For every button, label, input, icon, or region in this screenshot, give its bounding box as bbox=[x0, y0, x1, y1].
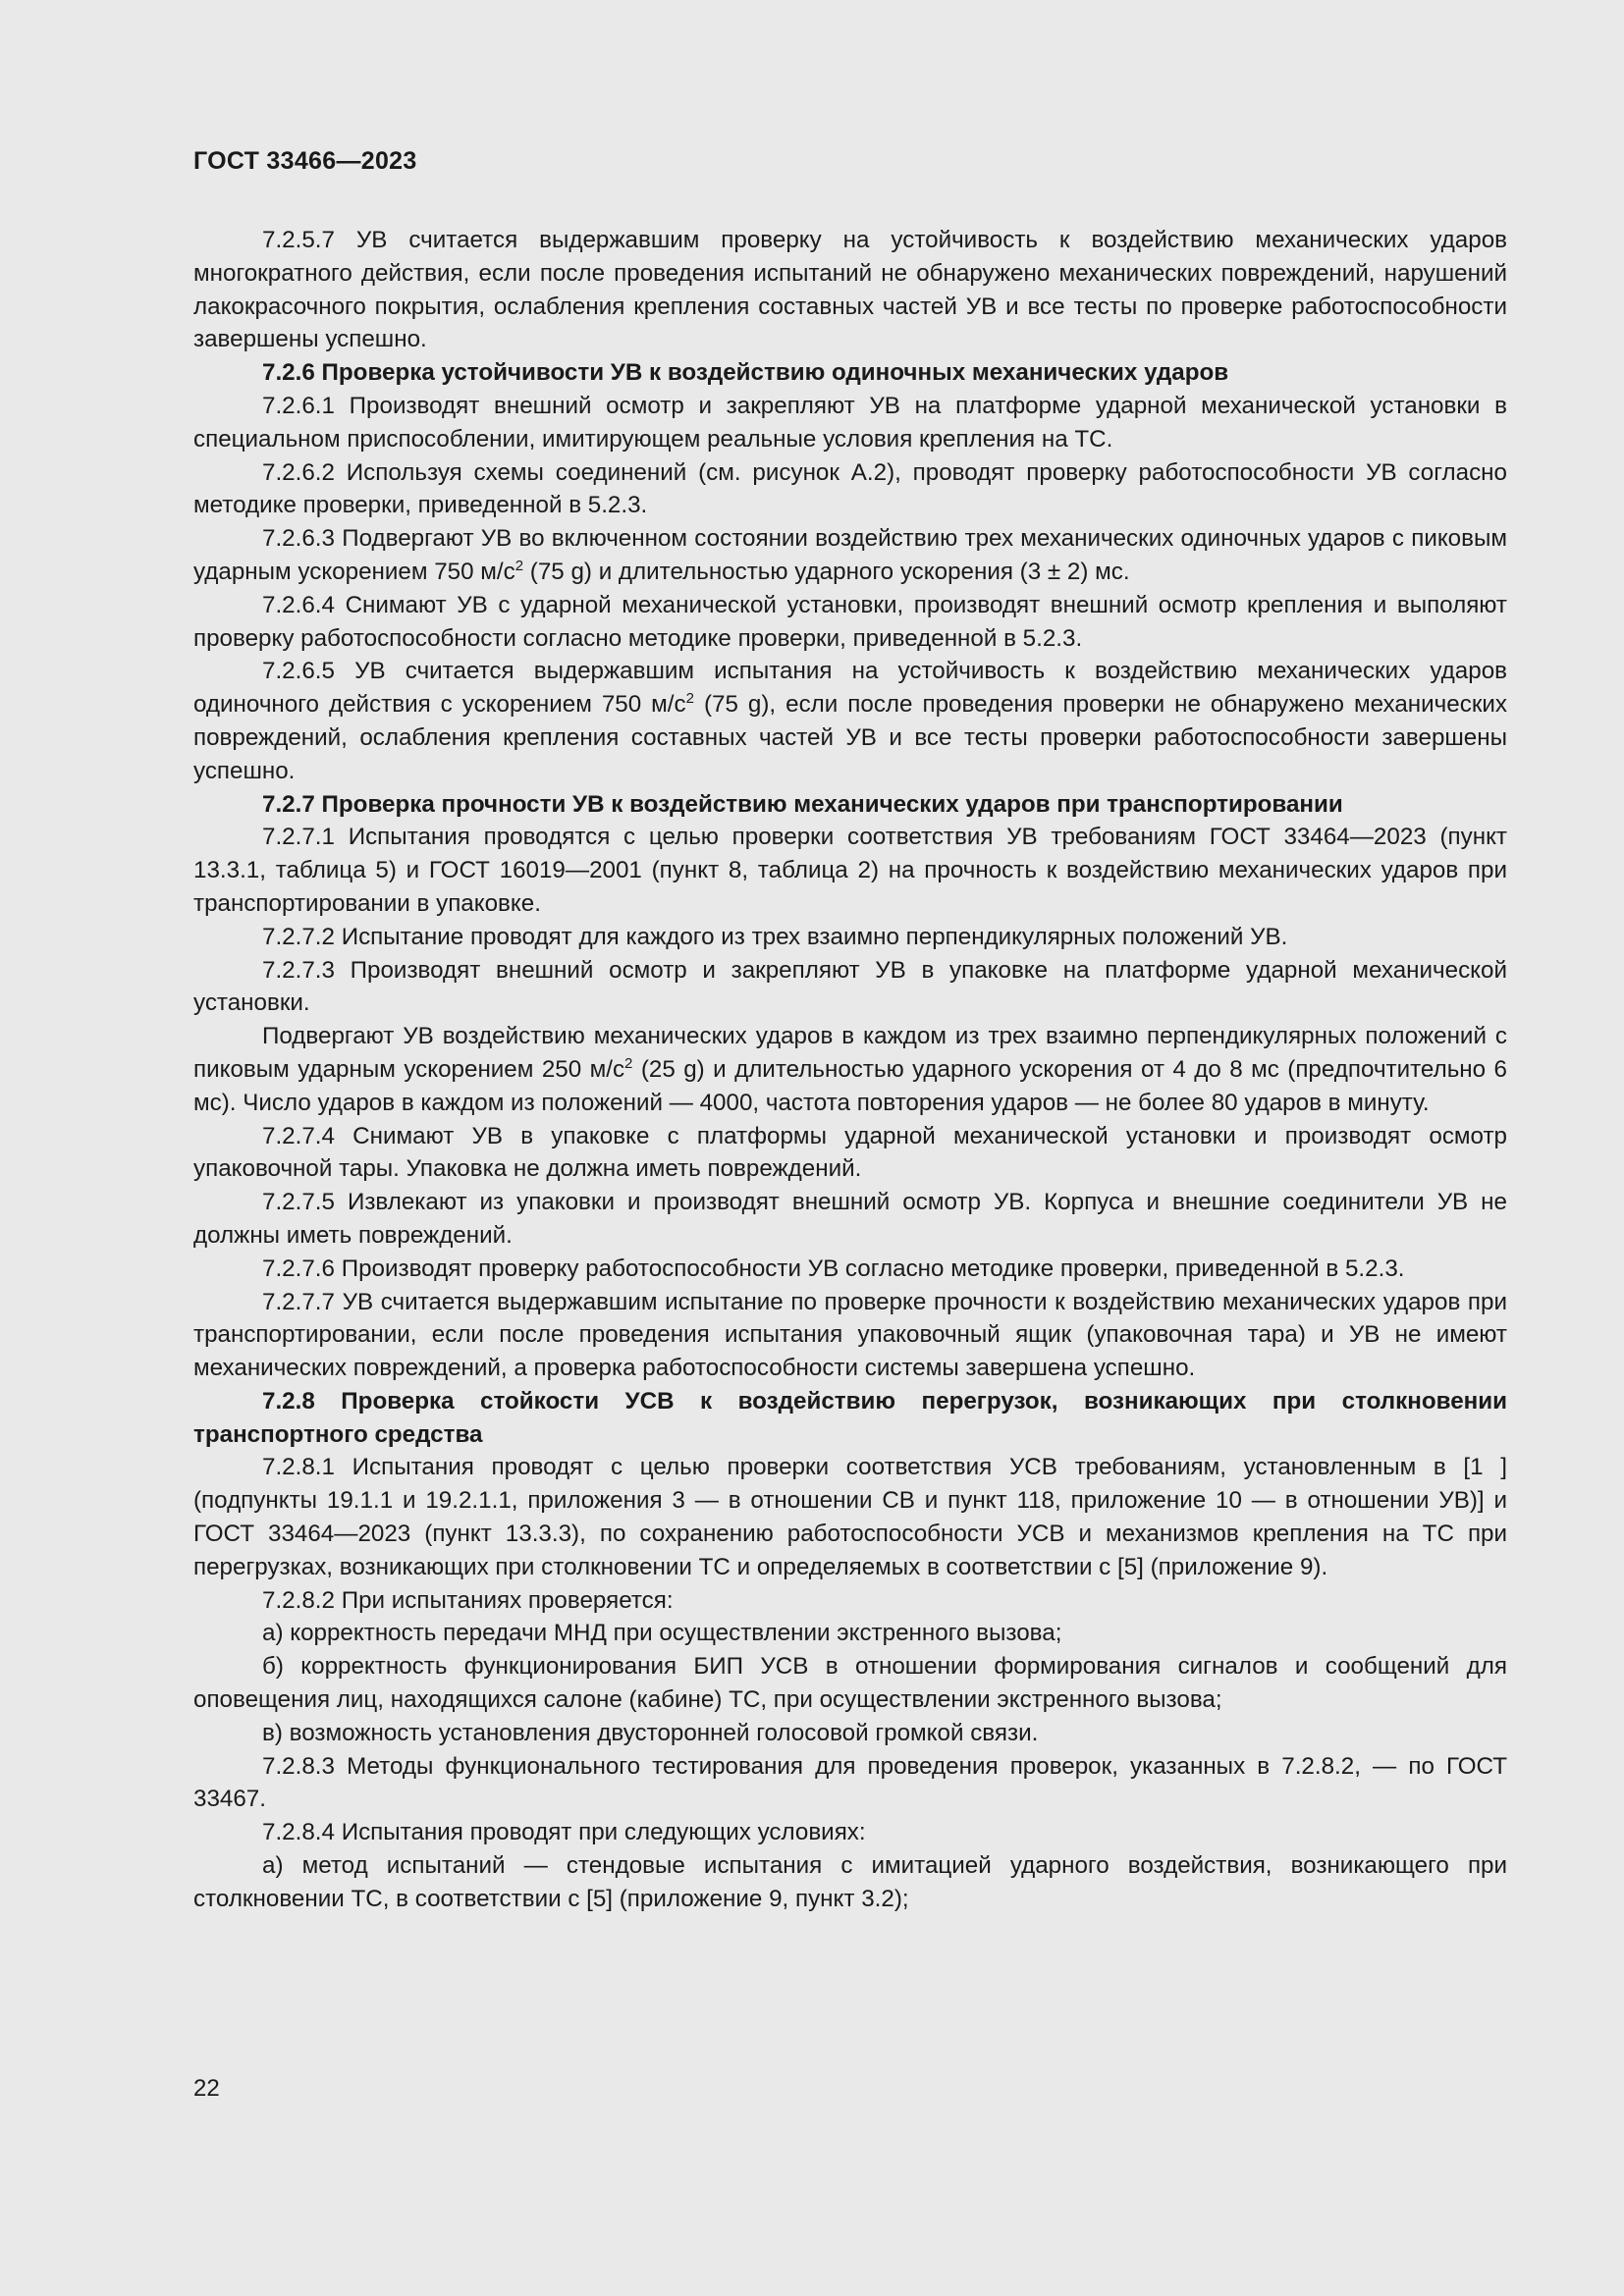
paragraph: 7.2.7.1 Испытания проводятся с целью проверки соответствия УВ требованиям ГОСТ 33464—2023 (пункт 13.3.1, таблица 5) и ГОСТ 16019—2001 (пункт 8, таблица 2) на прочность к воздействию механических ударов при транспортировании в упаковке. bbox=[193, 824, 1507, 917]
paragraph: в) возможность установления двусторонней голосовой громкой связи. bbox=[262, 1719, 1039, 1746]
paragraph: 7.2.8.2 При испытаниях проверяется: bbox=[262, 1586, 674, 1614]
paragraph: 7.2.7.5 Извлекают из упаковки и производят внешний осмотр УВ. Корпуса и внешние соединители УВ не должны иметь повреждений. bbox=[193, 1189, 1507, 1249]
paragraph: а) метод испытаний — стендовые испытания с имитацией ударного воздействия, возникающего при столкновении ТС, в соответствии с [5] (приложение 9, пункт 3.2); bbox=[193, 1852, 1507, 1912]
paragraph: 7.2.8.3 Методы функционального тестирования для проведения проверок, указанных в 7.2.8.2, — по ГОСТ 33467. bbox=[193, 1752, 1507, 1813]
paragraph: 7.2.8.4 Испытания проводят при следующих условиях: bbox=[262, 1819, 866, 1846]
paragraph: б) корректность функционирования БИП УСВ в отношении формирования сигналов и сообщений для оповещения лиц, находящихся салоне (кабине) ТС, при осуществлении экстренного вызова; bbox=[193, 1653, 1507, 1714]
paragraph: 7.2.7.4 Снимают УВ в упаковке с платформы ударной механической установки и производят осмотр упаковочной тары. Упаковка не должна иметь повреждений. bbox=[193, 1122, 1507, 1183]
paragraph-text: (25 g) и длительностью ударного ускорения от 4 до 8 мс (предпочтительно 6 мс). Число ударов в каждом из положений — 4000, частота повторения ударов — не более 80 ударов в минуту. bbox=[193, 1055, 1507, 1116]
paragraph: а) корректность передачи МНД при осуществлении экстренного вызова; bbox=[262, 1620, 1062, 1647]
section-heading: 7.2.8 Проверка стойкости УСВ к воздействию перегрузок, возникающих при столкновении транспортного средства bbox=[193, 1387, 1507, 1448]
paragraph: 7.2.7.7 УВ считается выдержавшим испытание по проверке прочности к воздействию механических ударов при транспортировании, если после проведения испытания упаковочный ящик (упаковочная тара) и УВ не имеют механических повреждений, а проверка работоспособности системы завершена успешно. bbox=[193, 1288, 1507, 1382]
paragraph: 7.2.6.1 Производят внешний осмотр и закрепляют УВ на платформе ударной механической установки в специальном приспособлении, имитирующем реальные условия крепления на ТС. bbox=[193, 392, 1507, 453]
paragraph: 7.2.6.2 Используя схемы соединений (см. рисунок А.2), проводят проверку работоспособности УВ согласно методике проверки, приведенной в 5.2.3. bbox=[193, 458, 1507, 519]
superscript: 2 bbox=[685, 690, 694, 708]
paragraph-text: 7.2.6.5 УВ считается выдержавшим испытания на устойчивость к воздействию механических ударов одиночного действия с ускорением 750 м/с bbox=[193, 658, 1507, 719]
page-number: 22 bbox=[193, 2075, 220, 2102]
section-heading: 7.2.6 Проверка устойчивости УВ к воздействию одиночных механических ударов bbox=[262, 359, 1229, 387]
paragraph: 7.2.7.3 Производят внешний осмотр и закрепляют УВ в упаковке на платформе ударной механической установки. bbox=[193, 956, 1507, 1017]
paragraph bbox=[193, 1020, 1507, 1119]
paragraph-text: Подвергают УВ воздействию механических ударов в каждом из трех взаимно перпендикулярных положений с пиковым ударным ускорением 250 м/с bbox=[193, 1023, 1507, 1083]
section-heading: 7.2.7 Проверка прочности УВ к воздействию механических ударов при транспортировании bbox=[262, 790, 1343, 818]
paragraph: 7.2.8.1 Испытания проводят с целью проверки соответствия УСВ требованиям, установленным в [1 ] (подпункты 19.1.1 и 19.2.1.1, приложения 3 — в отношении СВ и пункт 118, приложение 10 — в отношении УВ)] и ГОСТ 33464—2023 (пункт 13.3.3), по сохранению работоспособности УСВ и механизмов крепления на ТС при перегрузках, возникающих при столкновении ТС и определяемых в соответствии с [5] (приложение 9). bbox=[193, 1454, 1507, 1580]
paragraph bbox=[193, 655, 1507, 787]
paragraph-text: 7.2.6.3 Подвергают УВ во включенном состоянии воздействию трех механических одиночных ударов с пиковым ударным ускорением 750 м/с bbox=[193, 525, 1507, 585]
document-body bbox=[193, 224, 1507, 1916]
paragraph bbox=[193, 522, 1507, 589]
paragraph: 7.2.5.7 УВ считается выдержавшим проверку на устойчивость к воздействию механических ударов многократного действия, если после проведения испытаний не обнаружено механических повреждений, нарушений лакокрасочного покрытия, ослабления крепления составных частей УВ и все тесты по проверке работоспособности завершены успешно. bbox=[193, 227, 1507, 353]
document-header: ГОСТ 33466—2023 bbox=[193, 147, 417, 175]
paragraph: 7.2.6.4 Снимают УВ с ударной механической установки, производят внешний осмотр крепления и выполяют проверку работоспособности согласно методике проверки, приведенной в 5.2.3. bbox=[193, 591, 1507, 652]
paragraph-text: (75 g), если после проведения проверки не обнаружено механических повреждений, ослабления крепления составных частей УВ и все тесты проверки работоспособности завершены успешно. bbox=[193, 691, 1508, 784]
paragraph: 7.2.7.6 Производят проверку работоспособности УВ согласно методике проверки, приведенной в 5.2.3. bbox=[262, 1255, 1405, 1282]
paragraph: 7.2.7.2 Испытание проводят для каждого из трех взаимно перпендикулярных положений УВ. bbox=[262, 923, 1288, 950]
paragraph-text: (75 g) и длительностью ударного ускорения (3 ± 2) мс. bbox=[523, 558, 1130, 585]
superscript: 2 bbox=[624, 1054, 633, 1072]
superscript: 2 bbox=[514, 557, 524, 574]
